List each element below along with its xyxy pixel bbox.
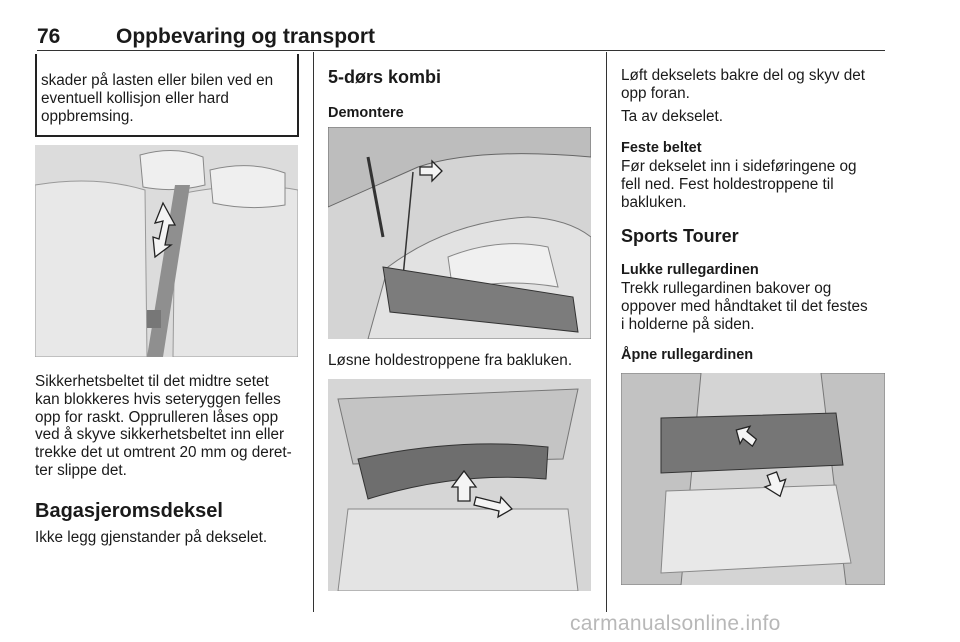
kombi-heading: 5-dørs kombi [328, 67, 442, 87]
header-rule [37, 50, 885, 51]
lukke-line: Trekk rullegardinen bakover og [621, 280, 832, 297]
column-divider-1 [313, 52, 314, 612]
intro-paragraph [621, 67, 891, 103]
seatbelt-line: opp for raskt. Opprulleren låses opp [35, 408, 279, 426]
seatbelt-line: kan blokkeres hvis seteryggen felles [35, 390, 281, 408]
seatbelt-line: ter slippe det. [35, 461, 127, 479]
feste-line: bakluken. [621, 193, 687, 211]
sports-heading: Sports Tourer [621, 226, 739, 246]
page-number: 76 [37, 25, 61, 48]
warning-box [35, 54, 299, 137]
lukke-paragraph [621, 280, 896, 333]
feste-heading: Feste beltet [621, 140, 702, 156]
feste-line: Før dekselet inn i sideføringene og [621, 158, 857, 175]
seatbelt-figure [35, 145, 298, 357]
intro-line: opp foran. [621, 84, 690, 102]
lukke-heading: Lukke rullegardinen [621, 262, 759, 278]
cover-removal-figure [328, 379, 591, 591]
lukke-line: i holderne på siden. [621, 315, 755, 333]
page-title: Oppbevaring og transport [116, 25, 376, 48]
feste-paragraph [621, 158, 891, 211]
seatbelt-line: trekke det ut omtrent 20 mm og deret- [35, 444, 292, 462]
feste-line: fell ned. Fest holdestroppene til [621, 175, 834, 193]
lukke-line: oppover med håndtaket til det festes [621, 297, 868, 315]
rollup-cover-figure [621, 373, 885, 585]
hatch-figure [328, 127, 591, 339]
seatbelt-line: Sikkerhetsbeltet til det midtre setet [35, 373, 269, 390]
demontere-heading: Demontere [328, 105, 404, 121]
warning-text: skader på lasten eller bilen ved en eventuell kollisjon eller hard oppbremsing. [41, 72, 274, 125]
intro-line: Løft dekselets bakre del og skyv det [621, 67, 866, 84]
column-divider-2 [606, 52, 607, 612]
section-text: Ikke legg gjenstander på dekselet. [35, 529, 268, 546]
apne-heading: Åpne rullegardinen [621, 347, 754, 363]
kombi-caption: Løsne holdestroppene fra bakluken. [328, 352, 573, 369]
section-title: Bagasjeromsdeksel [35, 500, 223, 522]
seatbelt-paragraph [35, 373, 305, 480]
seatbelt-line: ved å skyve sikkerhetsbeltet inn eller [35, 426, 285, 444]
intro-text2: Ta av dekselet. [621, 108, 724, 125]
watermark: carmanualsonline.info [570, 612, 781, 635]
